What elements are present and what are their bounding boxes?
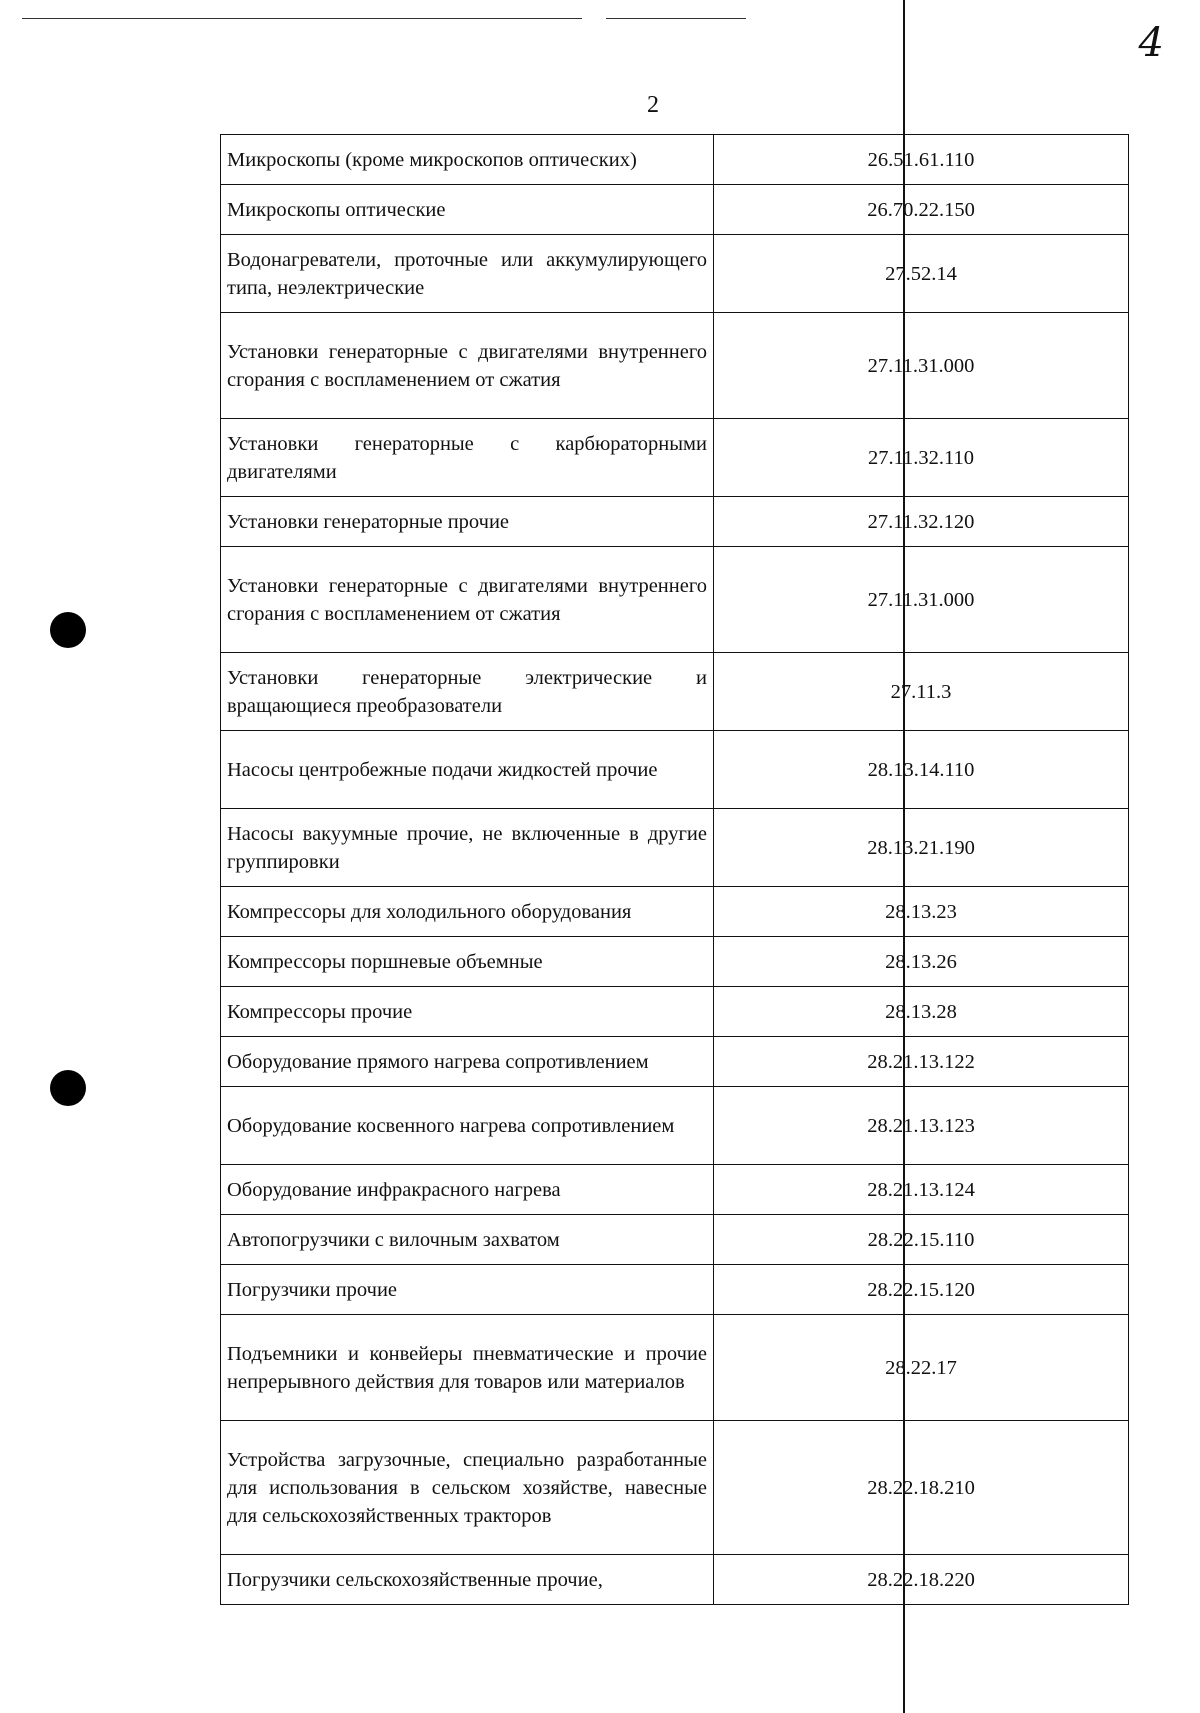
item-code: 28.22.15.110 — [714, 1215, 1129, 1265]
item-code: 28.13.14.110 — [714, 731, 1129, 809]
table-row — [221, 809, 1129, 887]
item-code: 26.70.22.150 — [714, 185, 1129, 235]
item-name: Установки генераторные электрические и вращающиеся преобразователи — [221, 653, 714, 731]
item-name: Компрессоры поршневые объемные — [221, 937, 714, 987]
item-name: Установки генераторные с двигателями внутреннего сгорания с воспламенением от сжатия — [221, 313, 714, 419]
item-code: 28.13.26 — [714, 937, 1129, 987]
table-row — [221, 1165, 1129, 1215]
table-row — [221, 1555, 1129, 1605]
item-name: Установки генераторные с двигателями внутреннего сгорания с воспламенением от сжатия — [221, 547, 714, 653]
item-name: Оборудование инфракрасного нагрева — [221, 1165, 714, 1215]
table-row — [221, 987, 1129, 1037]
table-row — [221, 235, 1129, 313]
table-row — [221, 313, 1129, 419]
table-row — [221, 135, 1129, 185]
item-code: 28.13.21.190 — [714, 809, 1129, 887]
scan-artifact-line — [22, 18, 582, 19]
table-row — [221, 887, 1129, 937]
item-name: Микроскопы оптические — [221, 185, 714, 235]
classification-table — [220, 134, 1129, 1605]
item-name: Компрессоры прочие — [221, 987, 714, 1037]
table-row — [221, 731, 1129, 809]
item-code: 27.11.32.110 — [714, 419, 1129, 497]
table-row — [221, 937, 1129, 987]
item-code: 26.51.61.110 — [714, 135, 1129, 185]
table-row — [221, 185, 1129, 235]
item-name: Микроскопы (кроме микроскопов оптических) — [221, 135, 714, 185]
table-row — [221, 1215, 1129, 1265]
item-code: 27.52.14 — [714, 235, 1129, 313]
table-row — [221, 497, 1129, 547]
item-code: 27.11.31.000 — [714, 313, 1129, 419]
item-code: 28.13.28 — [714, 987, 1129, 1037]
scan-artifact-line — [606, 18, 746, 19]
item-code: 28.22.18.220 — [714, 1555, 1129, 1605]
item-name: Оборудование косвенного нагрева сопротивлением — [221, 1087, 714, 1165]
item-name: Насосы вакуумные прочие, не включенные в другие группировки — [221, 809, 714, 887]
item-name: Установки генераторные прочие — [221, 497, 714, 547]
item-name: Установки генераторные с карбюраторными двигателями — [221, 419, 714, 497]
item-code: 28.21.13.123 — [714, 1087, 1129, 1165]
item-name: Водонагреватели, проточные или аккумулирующего типа, неэлектрические — [221, 235, 714, 313]
item-code: 28.21.13.122 — [714, 1037, 1129, 1087]
table-row — [221, 1037, 1129, 1087]
item-name: Насосы центробежные подачи жидкостей прочие — [221, 731, 714, 809]
item-code: 27.11.32.120 — [714, 497, 1129, 547]
punch-hole — [50, 612, 86, 648]
item-code: 28.22.18.210 — [714, 1421, 1129, 1555]
item-name: Компрессоры для холодильного оборудования — [221, 887, 714, 937]
item-code: 28.13.23 — [714, 887, 1129, 937]
item-code: 27.11.3 — [714, 653, 1129, 731]
item-code: 27.11.31.000 — [714, 547, 1129, 653]
item-name: Оборудование прямого нагрева сопротивлением — [221, 1037, 714, 1087]
table-row — [221, 419, 1129, 497]
table-row — [221, 1087, 1129, 1165]
item-name: Автопогрузчики с вилочным захватом — [221, 1215, 714, 1265]
page-number: 2 — [647, 92, 659, 118]
table-row — [221, 547, 1129, 653]
item-name: Устройства загрузочные, специально разработанные для использования в сельском хозяйстве, навесные для сельскохозяйственных тракторов — [221, 1421, 714, 1555]
table-row — [221, 1265, 1129, 1315]
item-name: Подъемники и конвейеры пневматические и прочие непрерывного действия для товаров или материалов — [221, 1315, 714, 1421]
handwritten-sheet-number: 4 — [1138, 20, 1164, 66]
item-code: 28.22.15.120 — [714, 1265, 1129, 1315]
item-code: 28.22.17 — [714, 1315, 1129, 1421]
table-row — [221, 1315, 1129, 1421]
item-name: Погрузчики прочие — [221, 1265, 714, 1315]
table-row — [221, 1421, 1129, 1555]
table-row — [221, 653, 1129, 731]
punch-hole — [50, 1070, 86, 1106]
item-code: 28.21.13.124 — [714, 1165, 1129, 1215]
item-name: Погрузчики сельскохозяйственные прочие, — [221, 1555, 714, 1605]
